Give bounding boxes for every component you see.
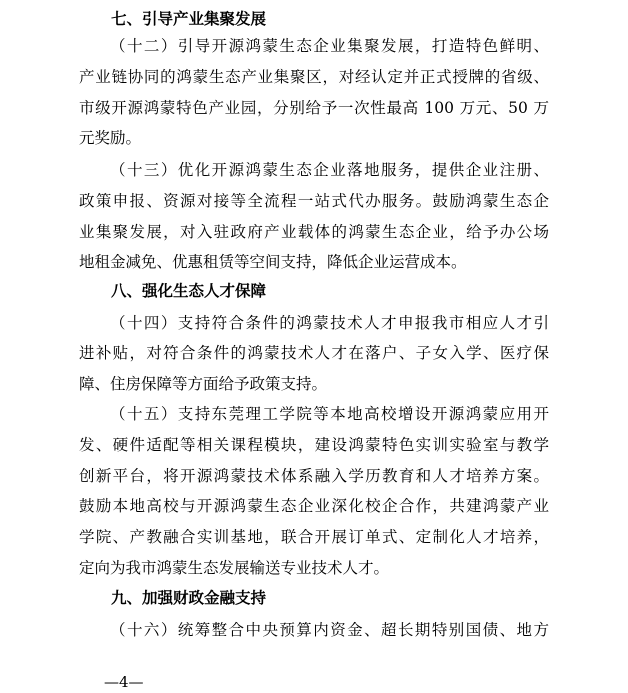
paragraph-15-line-1: （十五）支持东莞理工学院等本地高校增设开源鸿蒙应用开 (110, 405, 549, 423)
paragraph-15-line-6: 定向为我市鸿蒙生态发展输送专业技术人才。 (79, 559, 390, 577)
paragraph-13-line-1: （十三）优化开源鸿蒙生态企业落地服务，提供企业注册、 (110, 161, 549, 179)
paragraph-12-line-4: 元奖励。 (79, 129, 142, 147)
paragraph-14-line-1: （十四）支持符合条件的鸿蒙技术人才申报我市相应人才引 (110, 314, 549, 332)
paragraph-15-line-5: 学院、产教融合实训基地，联合开展订单式、定制化人才培养， (79, 528, 549, 546)
paragraph-12-line-1: （十二）引导开源鸿蒙生态企业集聚发展，打造特色鲜明、 (110, 37, 549, 55)
paragraph-13-line-3: 业集聚发展，对入驻政府产业载体的鸿蒙生态企业，给予办公场 (79, 223, 549, 241)
section-heading-7: 七、引导产业集聚发展 (111, 10, 267, 28)
section-heading-9: 九、加强财政金融支持 (111, 589, 267, 607)
paragraph-14-line-3: 障、住房保障等方面给予政策支持。 (79, 375, 328, 393)
paragraph-14-line-2: 进补贴，对符合条件的鸿蒙技术人才在落户、子女入学、医疗保 (79, 344, 549, 362)
paragraph-13-line-2: 政策申报、资源对接等全流程一站式代办服务。鼓励鸿蒙生态企 (79, 192, 549, 210)
paragraph-12-line-2: 产业链协同的鸿蒙生态产业集聚区，对经认定并正式授牌的省级、 (79, 68, 549, 86)
paragraph-13-line-4: 地租金减免、优惠租赁等空间支持，降低企业运营成本。 (79, 253, 467, 271)
paragraph-15-line-2: 发、硬件适配等相关课程模块，建设鸿蒙特色实训实验室与教学 (79, 436, 549, 454)
paragraph-15-line-3: 创新平台，将开源鸿蒙技术体系融入学历教育和人才培养方案。 (79, 467, 549, 485)
paragraph-16-line-1: （十六）统筹整合中央预算内资金、超长期特别国债、地方 (110, 621, 549, 639)
section-heading-8: 八、强化生态人才保障 (111, 282, 267, 300)
page-number: —4— (104, 673, 144, 691)
paragraph-12-line-3: 市级开源鸿蒙特色产业园，分别给予一次性最高 100 万元、50 万 (79, 99, 549, 117)
paragraph-15-line-4: 鼓励本地高校与开源鸿蒙生态企业深化校企合作，共建鸿蒙产业 (79, 497, 549, 515)
